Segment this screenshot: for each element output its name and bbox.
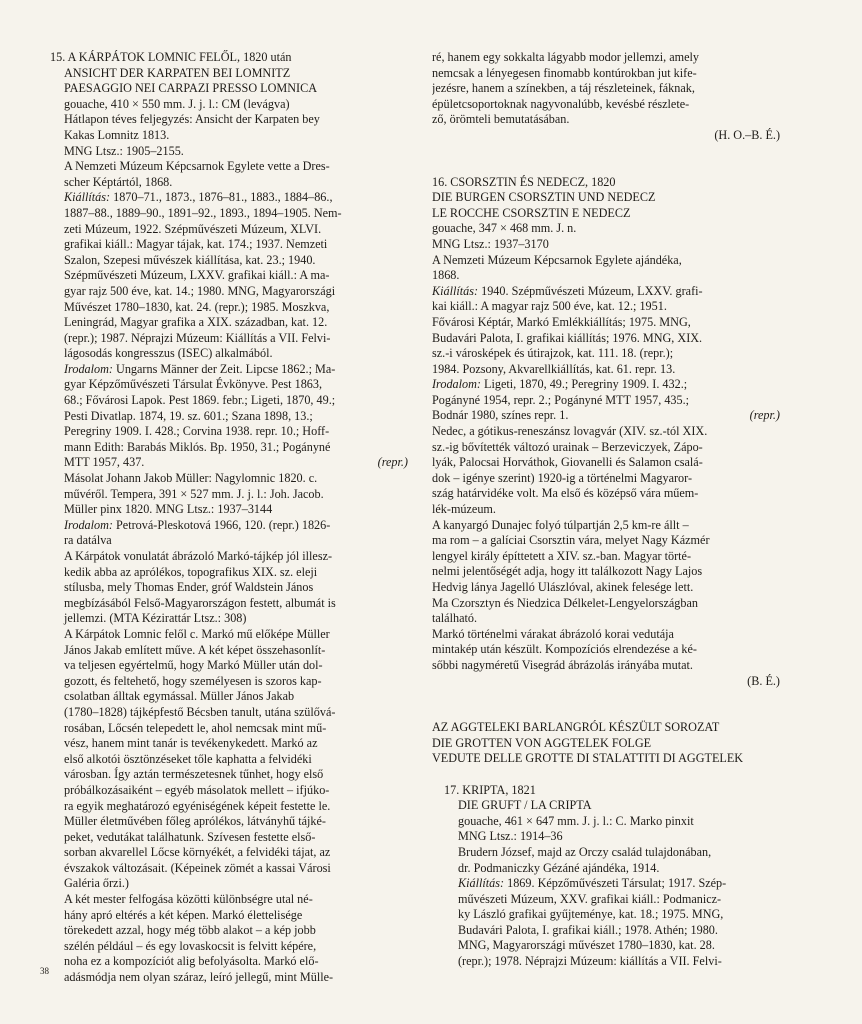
text-line — [50, 643, 408, 659]
line-text: 1887–88., 1889–90., 1891–92., 1893., 1894–1905. Nem- — [64, 205, 342, 220]
line-text: lyák, Palocsai Horváthok, Giovanelli és Salamon csalá- — [432, 455, 703, 470]
line-text: Pesti Divatlap. 1874, 19. sz. 601.; Szana 1898, 13.; — [64, 408, 313, 423]
text-line — [432, 315, 780, 331]
text-line — [50, 908, 408, 924]
line-text: A két mester felfogása közötti különbségre utal né- — [64, 892, 313, 907]
text-line — [50, 424, 408, 440]
line-text: Nedec, a gótikus-reneszánsz lovagvár (XIV. sz.-tól XIX. — [432, 424, 708, 439]
line-text: gozott, és feltehető, hogy személyesen is szoros kap- — [64, 673, 322, 688]
text-line — [50, 268, 408, 284]
line-text: DIE BURGEN CSORSZTIN UND NEDECZ — [432, 190, 656, 205]
line-text: dok – igénye szerint) 1920-ig a történelmi Magyaror- — [432, 470, 693, 485]
line-text: gouache, 347 × 468 mm. J. n. — [432, 221, 577, 236]
line-text: évszakok változásait. (Képeinek zömét a kassai Városi — [64, 860, 331, 875]
text-line — [50, 799, 408, 815]
text-line — [50, 300, 408, 316]
line-text: hány apró eltérés a két képen. Markó élettelisége — [64, 907, 303, 922]
line-text: A kanyargó Dunajec folyó túlpartján 2,5 km-re állt – — [432, 517, 689, 532]
text-line — [50, 892, 408, 908]
text-line — [50, 81, 408, 97]
right-aligned-note: (repr.) — [377, 455, 408, 470]
italic-label: Irodalom: — [64, 361, 113, 376]
line-text: MNG Ltsz.: 1914–36 — [458, 829, 563, 844]
text-line — [432, 736, 780, 752]
text-line — [432, 533, 780, 549]
text-line — [432, 502, 780, 518]
line-text: 1868. — [432, 268, 460, 283]
line-text: Másolat Johann Jakob Müller: Nagylomnic 1820. c. — [64, 471, 318, 486]
line-text: AZ AGGTELEKI BARLANGRÓL KÉSZÜLT SOROZAT — [432, 720, 720, 735]
text-line — [432, 66, 780, 82]
line-text: első alkotói ösztönzéseket tőle kaphatta a felvidéki — [64, 751, 312, 766]
line-text: A Nemzeti Múzeum Képcsarnok Egylete ajándéka, — [432, 252, 682, 267]
line-text: Hátlapon téves feljegyzés: Ansicht der Karpaten bey — [64, 112, 320, 127]
entry-heading — [432, 175, 780, 191]
line-text: ra datálva — [64, 533, 112, 548]
line-text: MNG Ltsz.: 1937–3170 — [432, 236, 549, 251]
text-line — [432, 112, 780, 128]
text-line — [432, 362, 780, 378]
line-text: (1780–1828) tájképfestő Bécsben tanult, utána szülővá- — [64, 704, 336, 719]
text-line — [50, 689, 408, 705]
text-line — [432, 221, 780, 237]
text-line — [432, 845, 780, 861]
text-line — [432, 408, 780, 424]
text-line — [432, 627, 780, 643]
line-text: Brudern József, majd az Orczy család tulajdonában, — [458, 844, 712, 859]
text-line — [432, 658, 780, 674]
line-text: sz.-ig bővítették változó urainak – Berzeviczyek, Zápo- — [432, 439, 703, 454]
line-text: MNG Ltsz.: 1905–2155. — [64, 143, 184, 158]
text-line — [432, 299, 780, 315]
text-line — [50, 237, 408, 253]
text-line — [50, 705, 408, 721]
italic-label: Irodalom: — [432, 377, 481, 392]
line-text: János Jakab említett műve. A két képet összehasonlít- — [64, 642, 326, 657]
line-text: ra egyik meghatározó egyéniségének képeit festette le. — [64, 798, 331, 813]
text-line — [50, 580, 408, 596]
text-line — [50, 144, 408, 160]
text-line — [50, 487, 408, 503]
line-text: A Nemzeti Múzeum Képcsarnok Egylete vette a Dres- — [64, 159, 330, 174]
line-text: ma rom – a galíciai Csorsztin vára, melyet Nagy Kázmér — [432, 533, 710, 548]
line-text: peket, vedutákat találhatunk. Szívesen festette első- — [64, 829, 316, 844]
text-line — [432, 829, 780, 845]
line-text: scher Képtártól, 1868. — [64, 174, 173, 189]
line-text: vész, hanem mint tanár is tevékenykedett. Markó az — [64, 736, 318, 751]
text-line — [432, 128, 780, 144]
line-text: szélén például – és egy lovaskocsit is felvitt képére, — [64, 938, 317, 953]
line-text: A Kárpátok Lomnic felől c. Markó mű előképe Müller — [64, 626, 330, 641]
text-line — [432, 268, 780, 284]
line-text: Peregriny 1909. I. 428.; Corvina 1938. repr. 10.; Hoff- — [64, 424, 330, 439]
text-line — [432, 923, 780, 939]
text-line — [50, 409, 408, 425]
text-line — [432, 237, 780, 253]
line-text: mintakép után készült. Kompozíciós elrendezése a ké- — [432, 642, 697, 657]
text-line — [432, 377, 780, 393]
text-line — [50, 97, 408, 113]
text-line — [50, 611, 408, 627]
text-line — [50, 658, 408, 674]
line-text: próbálkozásaiként – egyéb másolatok mellett – ifjúko- — [64, 782, 330, 797]
line-text: Kiállítás: 1869. Képzőművészeti Társulat; 1917. Szép- — [458, 876, 727, 891]
line-text: 17. KRIPTA, 1821 — [444, 782, 536, 797]
line-text: Kakas Lomnitz 1813. — [64, 127, 170, 142]
left-text-column — [50, 50, 408, 986]
line-text: MNG, Magyarországi művészet 1780–1830, kat. 28. — [458, 938, 715, 953]
line-text: va teljesen egyértelmű, hogy Markó Müller után dol- — [64, 658, 323, 673]
line-text: csolatban álltak egymással. Müller János Jakab — [64, 689, 295, 704]
italic-label: Irodalom: — [64, 517, 113, 532]
line-text: LE ROCCHE CSORSZTIN E NEDECZ — [432, 205, 631, 220]
line-text: nelmi jelentőségét adja, hogy itt találkozott Nagy Lajos — [432, 564, 703, 579]
text-line — [50, 253, 408, 269]
line-text: lengyel király építtetett a XIV. sz.-ban. Magyar törté- — [432, 548, 692, 563]
line-text: művéről. Tempera, 391 × 527 mm. J. j. l.: Joh. Jacob. — [64, 486, 324, 501]
text-line — [432, 471, 780, 487]
text-line — [50, 455, 408, 471]
line-text: lék-múzeum. — [432, 502, 496, 517]
text-line — [432, 393, 780, 409]
line-text: DIE GRUFT / LA CRIPTA — [458, 798, 592, 813]
text-line — [50, 50, 408, 66]
text-line — [50, 362, 408, 378]
line-text: található. — [432, 611, 478, 626]
line-text: grafikai kiáll.: Magyar tájak, kat. 174.; 1937. Nemzeti — [64, 237, 328, 252]
line-text: A Kárpátok vonulatát ábrázoló Markó-tájkép jól illesz- — [64, 549, 333, 563]
text-line — [50, 549, 408, 565]
line-text: kai kiáll.: A magyar rajz 500 éve, kat. 12.; 1951. — [432, 299, 667, 314]
line-text: VEDUTE DELLE GROTTE DI STALATTITI DI AGGTELEK — [432, 751, 744, 766]
line-text: Bodnár 1980, színes repr. 1. — [432, 408, 569, 423]
line-text: (repr.); 1987. Néprajzi Múzeum: Kiállítás a VII. Felvi- — [64, 330, 331, 345]
text-line — [50, 674, 408, 690]
text-line — [50, 533, 408, 549]
line-text: Fővárosi Képtár, Markó Emlékkiállítás; 1975. MNG, — [432, 314, 691, 329]
text-line — [432, 798, 780, 814]
text-line — [432, 424, 780, 440]
text-line — [432, 549, 780, 565]
line-text: jellemzi. (MTA Kézirattár Ltsz.: 308) — [64, 611, 247, 626]
text-line — [50, 596, 408, 612]
line-text: nemcsak a lényegesen finomabb kontúrokban jut kife- — [432, 65, 697, 80]
text-line — [50, 222, 408, 238]
text-line — [432, 455, 780, 471]
line-text: Művészet 1780–1830, kat. 24. (repr.); 1985. Moszkva, — [64, 299, 330, 314]
line-text: dr. Podmaniczky Gézáné ajándéka, 1914. — [458, 860, 660, 875]
text-line — [432, 97, 780, 113]
right-text-column — [432, 50, 780, 970]
text-line — [50, 752, 408, 768]
line-text: jezésre, hanem a színekben, a táj részleteinek, fáknak, — [432, 81, 695, 96]
text-line — [50, 923, 408, 939]
line-text: Szépművészeti Múzeum, LXXV. grafikai kiáll.: A ma- — [64, 268, 330, 283]
line-text: (repr.); 1978. Néprajzi Múzeum: kiállítás a VII. Felvi- — [458, 954, 722, 969]
line-text: Leningrád, Magyar grafika a XIX. században, kat. 12. — [64, 315, 328, 330]
text-line — [50, 159, 408, 175]
text-line — [432, 346, 780, 362]
line-text: Budavári Palota, I. grafikai kiállítás; 1976. MNG, XIX. — [432, 330, 703, 345]
page-number: 38 — [40, 966, 49, 976]
italic-label: Kiállítás: — [458, 876, 505, 891]
text-line — [50, 175, 408, 191]
text-line — [432, 938, 780, 954]
right-aligned-note: (B. É.) — [747, 673, 780, 688]
line-text: Irodalom: Ungarns Männer der Zeit. Lipcse 1862.; Ma- — [64, 361, 336, 376]
text-line — [432, 440, 780, 456]
text-line — [50, 954, 408, 970]
text-line — [432, 876, 780, 892]
text-line — [432, 814, 780, 830]
paragraph-gap — [432, 144, 780, 175]
text-line — [50, 783, 408, 799]
text-line — [50, 518, 408, 534]
text-line — [432, 81, 780, 97]
text-line — [50, 393, 408, 409]
line-text: sz.-i városképek és útirajzok, kat. 111. 18. (repr.); — [432, 346, 674, 361]
text-line — [432, 518, 780, 534]
text-line — [50, 767, 408, 783]
text-line — [432, 892, 780, 908]
line-text: városban. Így aztán természetesnek tűnhet, hogy első — [64, 767, 324, 782]
text-line — [432, 564, 780, 580]
line-text: 1984. Pozsony, Akvarellkiállítás, kat. 61. repr. 13. — [432, 361, 676, 376]
text-line — [432, 611, 780, 627]
line-text: rosában, Lőcsén telepedett le, ahol nemcsak mint mű- — [64, 720, 327, 735]
line-text: Budavári Palota, I. grafikai kiáll.; 1978. Athén; 1980. — [458, 922, 718, 937]
italic-label: Kiállítás: — [432, 283, 479, 298]
line-text: Müller pinx 1820. MNG Ltsz.: 1937–3144 — [64, 502, 273, 517]
line-text: 16. CSORSZTIN ÉS NEDECZ, 1820 — [432, 174, 616, 189]
text-line — [50, 845, 408, 861]
text-line — [50, 440, 408, 456]
text-line — [432, 674, 780, 690]
line-text: épületcsoportoknak nagyvonalúbb, kevésbé részlete- — [432, 96, 690, 111]
right-aligned-note: (repr.) — [749, 408, 780, 423]
text-line — [50, 565, 408, 581]
line-text: DIE GROTTEN VON AGGTELEK FOLGE — [432, 735, 652, 750]
text-line — [50, 331, 408, 347]
text-line — [50, 315, 408, 331]
line-text: törekedett azzal, hogy még több alakot – a kép jobb — [64, 923, 316, 938]
text-line — [50, 66, 408, 82]
line-text: PAESAGGIO NEI CARPAZI PRESSO LOMNICA — [64, 81, 318, 96]
line-text: ky László grafikai gyűjteménye, kat. 18.; 1975. MNG, — [458, 907, 724, 922]
text-line — [432, 954, 780, 970]
line-text: ző, örömteli bemutatásában. — [432, 112, 570, 127]
text-line — [50, 471, 408, 487]
line-text: MTT 1957, 437. — [64, 455, 145, 470]
text-line — [50, 876, 408, 892]
text-line — [50, 736, 408, 752]
line-text: zeti Múzeum, 1922. Szépművészeti Múzeum, XLVI. — [64, 221, 322, 236]
text-line — [432, 907, 780, 923]
text-line — [50, 830, 408, 846]
text-line — [50, 939, 408, 955]
line-text: Hedvig lánya Jagelló Ulászlóval, akinek felesége lett. — [432, 580, 694, 594]
line-text: 68.; Fővárosi Lapok. Pest 1869. febr.; Ligeti, 1870, 49.; — [64, 393, 336, 408]
text-line — [432, 861, 780, 877]
text-line — [432, 580, 780, 596]
text-line — [432, 783, 780, 799]
text-line — [50, 970, 408, 986]
line-text: Galéria őrzi.) — [64, 876, 129, 891]
line-text: Müller életművében főleg aprólékos, látványhű tájké- — [64, 814, 326, 829]
line-text: sőbbi nagyméretű Visegrád ábrázolás irányába mutat. — [432, 657, 693, 672]
text-line — [432, 50, 780, 66]
line-text: gouache, 461 × 647 mm. J. j. l.: C. Marko pinxit — [458, 813, 694, 828]
right-aligned-note: (H. O.–B. É.) — [714, 127, 780, 142]
text-line — [432, 206, 780, 222]
line-text: megbízásából Felső-Magyarországon festett, albumát is — [64, 595, 336, 610]
line-text: szág határvidéke volt. Ma első és középső vára műem- — [432, 486, 699, 501]
line-text: Szalon, Szepesi művészek kiállítása, kat. 23.; 1940. — [64, 252, 316, 267]
line-text: ré, hanem egy sokkalta lágyabb modor jellemzi, amely — [432, 50, 700, 64]
line-text: Pogányné 1954, repr. 2.; Pogányné MTT 1957, 435.; — [432, 392, 690, 407]
line-text: kedik abba az aprólékos, topografikus XIX. sz. eleji — [64, 564, 318, 579]
text-line — [432, 751, 780, 767]
text-line — [50, 721, 408, 737]
text-line — [432, 486, 780, 502]
text-line — [50, 190, 408, 206]
entry-heading — [432, 720, 780, 736]
line-text: Kiállítás: 1870–71., 1873., 1876–81., 1883., 1884–86., — [64, 190, 333, 205]
line-text: mann Edith: Barabás Miklós. Bp. 1950, 31.; Pogányné — [64, 439, 331, 454]
line-text: ANSICHT DER KARPATEN BEI LOMNITZ — [64, 65, 291, 80]
line-text: Ma Czorsztyn és Niedzica Délkelet-Lengyelországban — [432, 595, 698, 610]
text-line — [50, 346, 408, 362]
line-text: noha ez a kompozíciót alig befolyásolta. Markó elő- — [64, 954, 319, 969]
text-line — [50, 861, 408, 877]
text-line — [432, 253, 780, 269]
line-text: Markó történelmi várakat ábrázoló korai vedutája — [432, 626, 674, 641]
line-text: 15. A KÁRPÁTOK LOMNIC FELŐL, 1820 után — [50, 50, 292, 64]
text-line — [432, 596, 780, 612]
text-line — [50, 206, 408, 222]
line-text: adásmódja nem olyan száraz, leíró jellegű, mint Mülle- — [64, 970, 334, 985]
text-line — [50, 627, 408, 643]
text-line — [50, 128, 408, 144]
line-text: gouache, 410 × 550 mm. J. j. l.: CM (levágva) — [64, 96, 290, 111]
line-text: sorban akvarellel Lőcse környékét, a felvidéki tájat, az — [64, 845, 331, 860]
text-line — [432, 284, 780, 300]
text-line — [432, 190, 780, 206]
line-text: lágosodás kongresszus (ISEC) alkalmából. — [64, 346, 273, 361]
text-line — [50, 112, 408, 128]
text-line — [50, 814, 408, 830]
text-line — [50, 502, 408, 518]
text-line — [432, 331, 780, 347]
line-text: művészeti Múzeum, XXV. grafikai kiáll.: Podmanicz- — [458, 891, 722, 906]
paragraph-gap — [432, 767, 780, 783]
line-text: Irodalom: Ligeti, 1870, 49.; Peregriny 1909. I. 432.; — [432, 377, 688, 392]
text-line — [50, 377, 408, 393]
line-text: Kiállítás: 1940. Szépművészeti Múzeum, LXXV. grafi- — [432, 283, 703, 298]
text-line — [50, 284, 408, 300]
line-text: stílusba, mely Thomas Ender, gróf Waldstein János — [64, 580, 314, 595]
line-text: Irodalom: Petrová-Pleskotová 1966, 120. (repr.) 1826- — [64, 517, 331, 532]
paragraph-gap — [432, 689, 780, 720]
text-line — [432, 642, 780, 658]
line-text: gyar rajz 500 éve, kat. 14.; 1980. MNG, Magyarországi — [64, 283, 336, 298]
italic-label: Kiállítás: — [64, 190, 111, 205]
line-text: gyar Képzőművészeti Társulat Évkönyve. Pest 1863, — [64, 377, 323, 392]
